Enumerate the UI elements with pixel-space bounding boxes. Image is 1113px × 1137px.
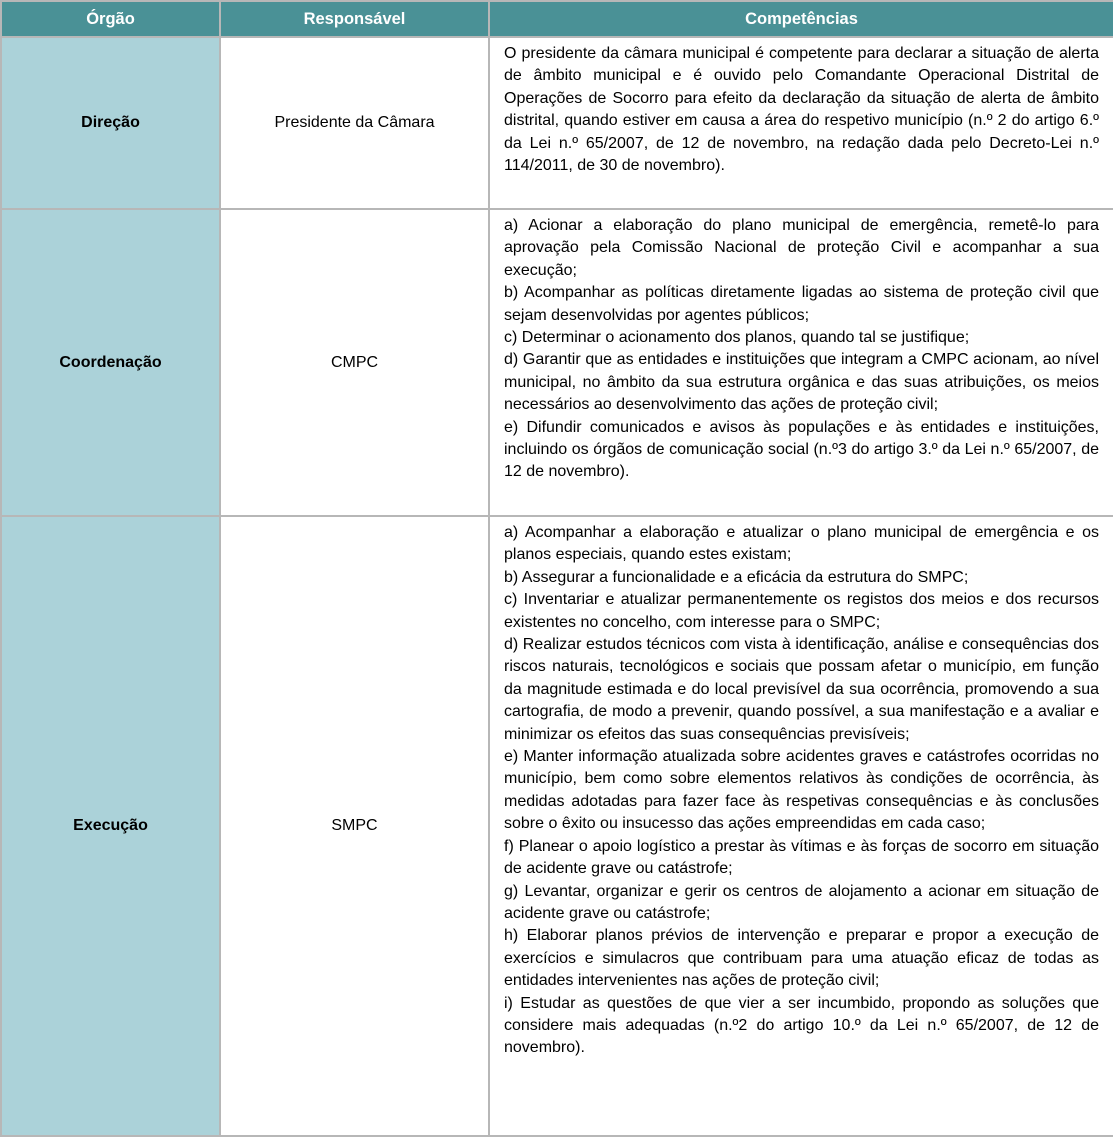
competencia-item: b) Acompanhar as políticas diretamente ligadas ao sistema de proteção civil que sejam desenvolvidas por agentes públicos; (504, 284, 1099, 324)
competencia-item: a) Acompanhar a elaboração e atualizar o plano municipal de emergência e os planos especiais, quando estes existam; (504, 524, 1099, 564)
header-orgao: Órgão (1, 1, 220, 37)
competencias-cell (489, 516, 1113, 1136)
competencia-item: b) Assegurar a funcionalidade e a eficácia da estrutura do SMPC; (504, 568, 969, 586)
competencia-item: f) Planear o apoio logístico a prestar às vítimas e às forças de socorro em situação de acidente grave ou catástrofe; (504, 837, 1099, 878)
responsavel-cell: Presidente da Câmara (220, 37, 489, 209)
competencias-cell (489, 209, 1113, 516)
competencias-cell (489, 37, 1113, 209)
responsavel-cell: SMPC (220, 516, 489, 1136)
competencia-item: i) Estudar as questões de que vier a ser incumbido, propondo as soluções que considere mais adequadas (n.º2 do artigo 10.º da Lei n.º 65/2007, de 12 de novembro). (504, 994, 1099, 1057)
competencia-item: O presidente da câmara municipal é competente para declarar a situação de alerta de âmbito municipal e é ouvido pelo Comandante Operacional Distrital de Operações de Socorro para efeito da declaração da situação de alerta de âmbito distrital, quando estiver em causa a área do respetivo município (n.º 2 do artigo 6.º da Lei n.º 65/2007, de 12 de novembro, na redação dada pelo Decreto-Lei n.º 114/2011, de 30 de novembro). (504, 45, 1099, 175)
table-row (1, 516, 1113, 1136)
competencia-item: h) Elaborar planos prévios de intervenção e preparar e propor a execução de exercícios e simulacros que contribuam para uma atuação eficaz de todas as entidades intervenientes nas ações de proteção civil; (504, 927, 1099, 990)
header-competencias: Competências (489, 1, 1113, 37)
orgao-cell: Direção (1, 37, 220, 209)
orgao-cell: Execução (1, 516, 220, 1136)
competencia-item: g) Levantar, organizar e gerir os centros de alojamento a acionar em situação de acidente grave ou catástrofe; (504, 882, 1099, 922)
competencia-item: d) Realizar estudos técnicos com vista à identificação, análise e consequências dos riscos naturais, tecnológicos e sociais que possam afetar o município, em função da magnitude estimada e do local previsível da sua ocorrência, promovendo a sua cartografia, de modo a prevenir, quando possível, a sua manifestação e a avaliar e minimizar os efeitos das suas consequências previsíveis; (504, 636, 1099, 743)
competencia-item: e) Difundir comunicados e avisos às populações e às entidades e instituições, incluindo os órgãos de comunicação social (n.º3 do artigo 3.º da Lei n.º 65/2007, de 12 de novembro). (504, 418, 1099, 481)
competencia-item: e) Manter informação atualizada sobre acidentes graves e catástrofes ocorridas no município, bem como sobre elementos relativos às condições de ocorrência, às medidas adotadas para fazer face às respetivas consequências e às conclusões sobre o êxito ou insucesso das ações empreendidas em cada caso; (504, 748, 1099, 833)
header-responsavel: Responsável (220, 1, 489, 37)
competencia-item: d) Garantir que as entidades e instituições que integram a CMPC acionam, ao nível municipal, no âmbito da sua estrutura orgânica e das suas atribuições, os meios necessários ao desenvolvimento das ações de proteção civil; (504, 351, 1099, 414)
orgao-cell: Coordenação (1, 209, 220, 516)
table-row (1, 37, 1113, 209)
responsavel-cell: CMPC (220, 209, 489, 516)
competencia-item: a) Acionar a elaboração do plano municipal de emergência, remetê-lo para aprovação pela Comissão Nacional de proteção Civil e acompanhar a sua execução; (504, 217, 1099, 279)
competencia-item: c) Determinar o acionamento dos planos, quando tal se justifique; (504, 329, 970, 347)
competencia-item: c) Inventariar e atualizar permanentemente os registos dos meios e dos recursos existentes no concelho, com interesse para o SMPC; (504, 591, 1099, 631)
table-row (1, 209, 1113, 516)
header-row (1, 1, 1113, 37)
